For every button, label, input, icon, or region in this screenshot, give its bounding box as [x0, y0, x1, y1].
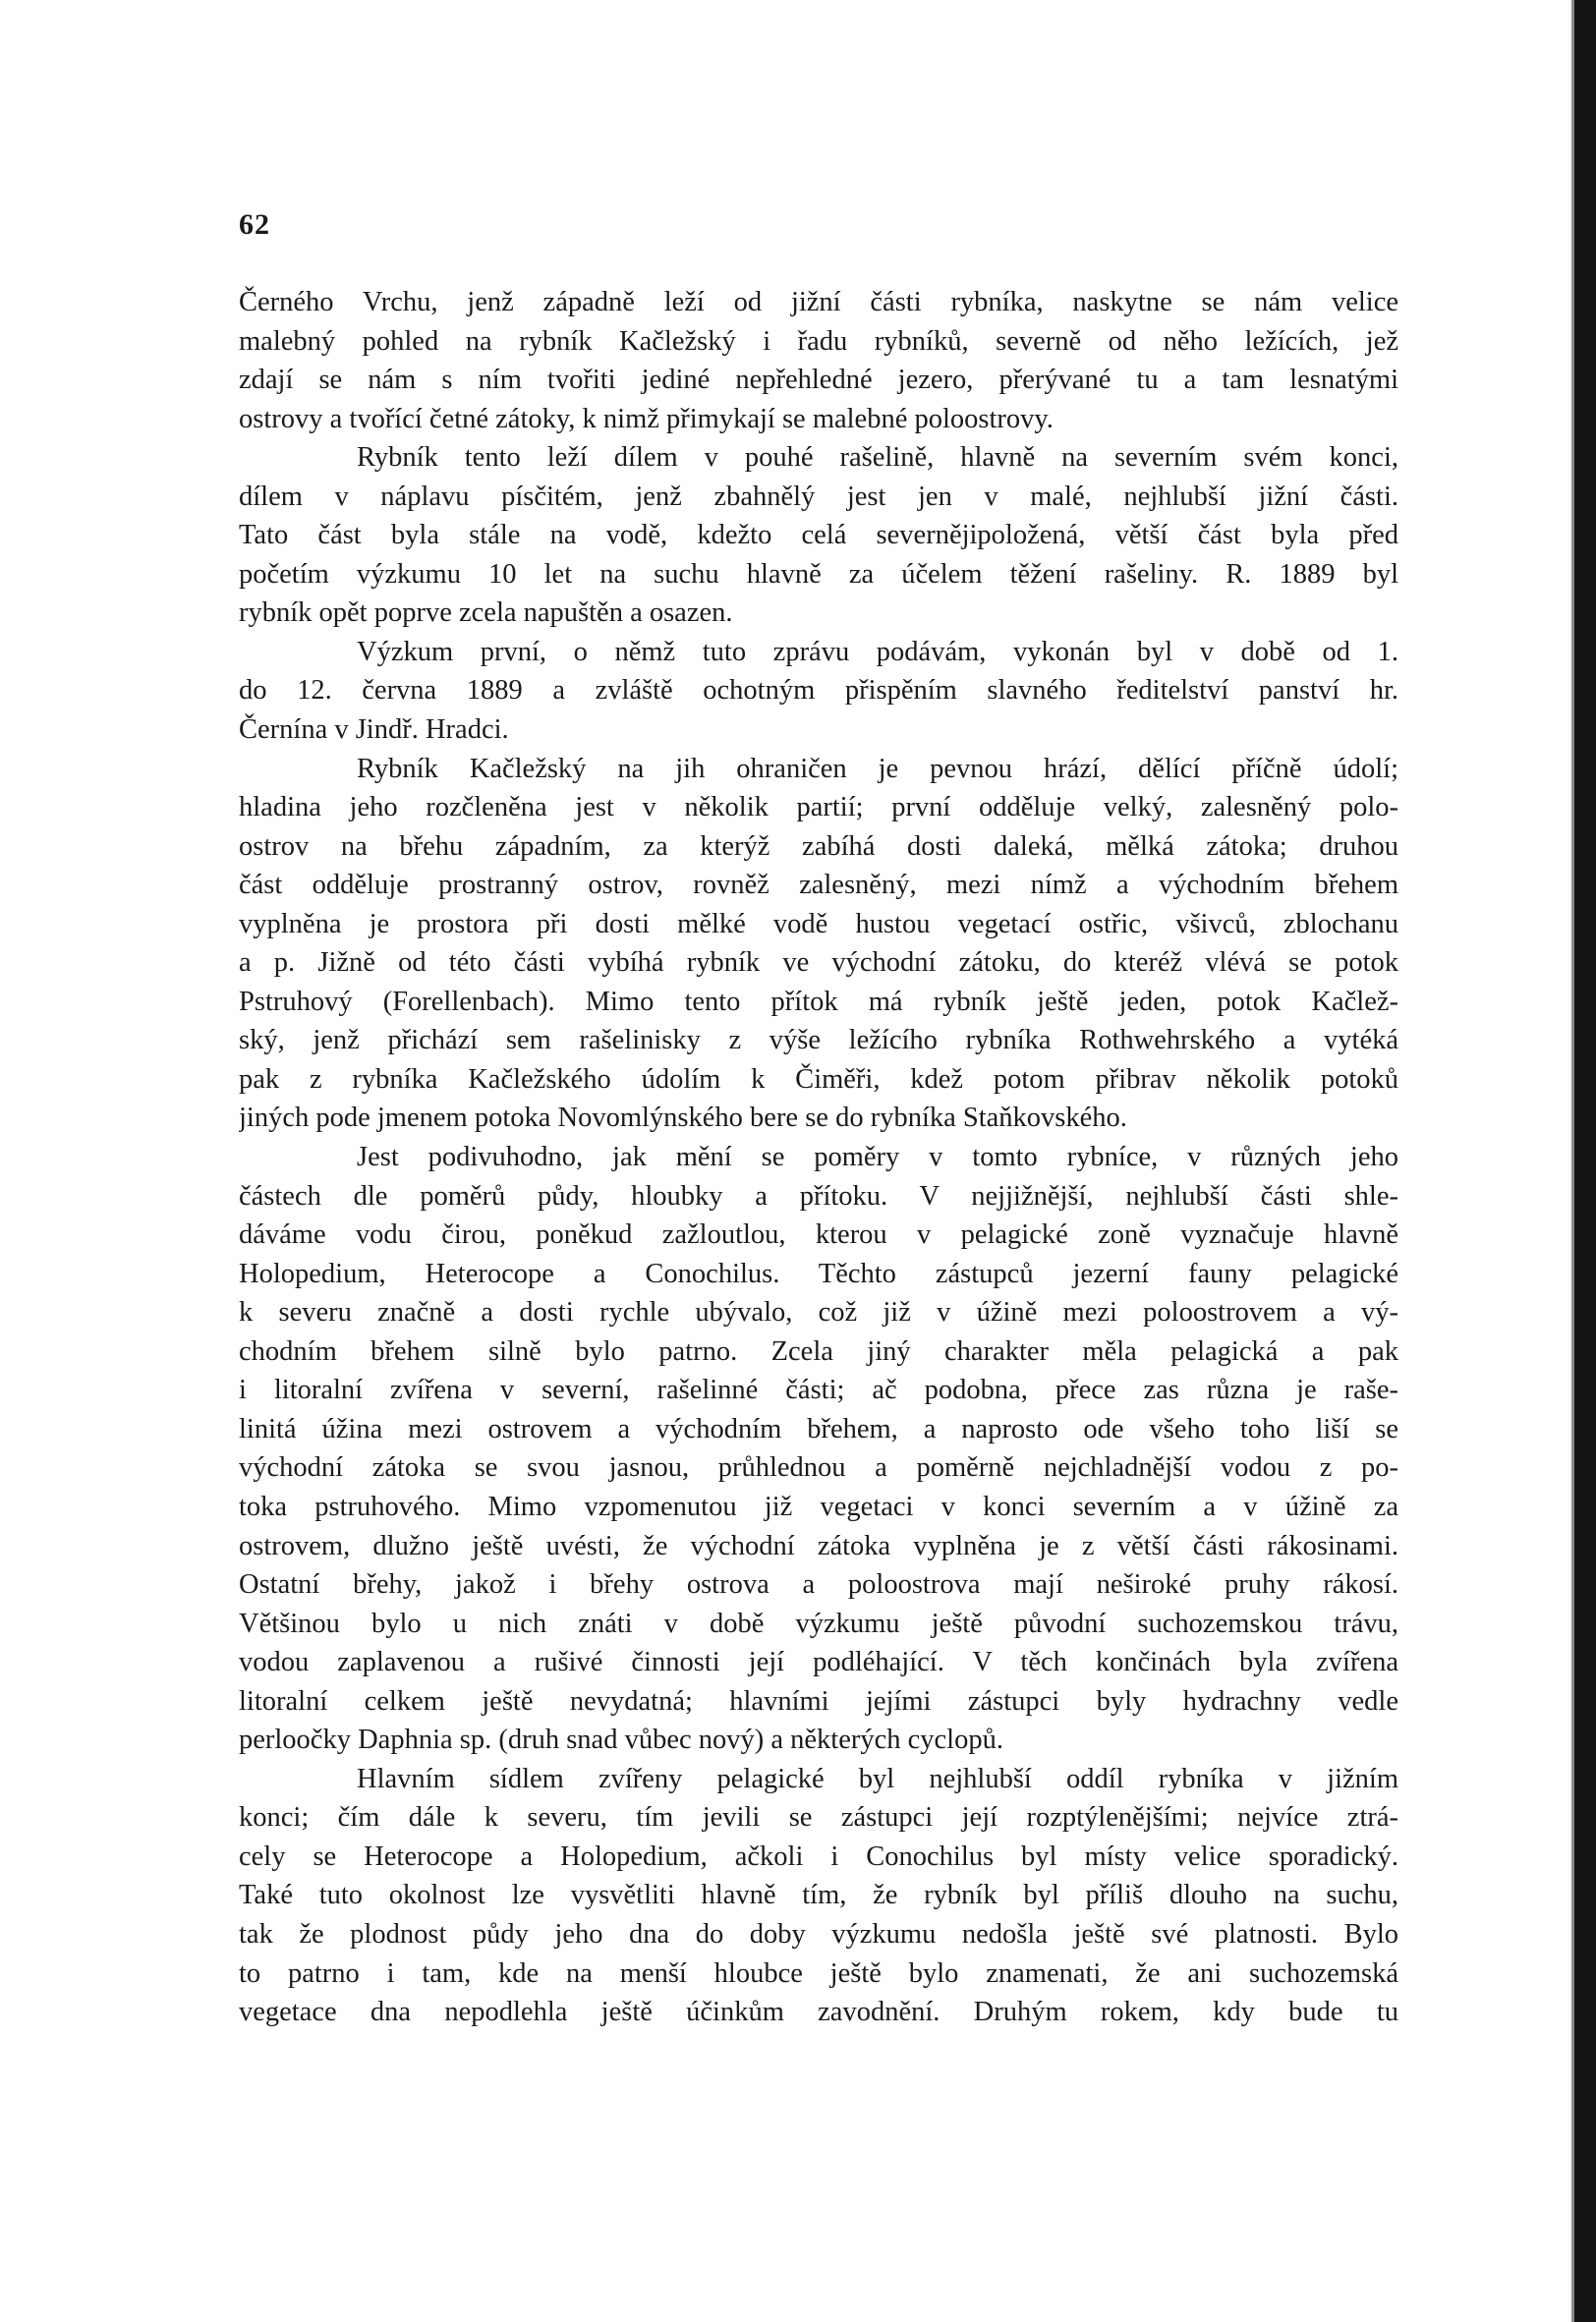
text-line: Rybník Kačležský na jih ohraničen je pevnou hrází, dělící příčně údolí;: [357, 753, 1398, 784]
scan-edge-border: [1574, 0, 1596, 2322]
text-line: Většinou bylo u nich znáti v době výzkumu ještě původní suchozemskou trávu,: [239, 1608, 1398, 1639]
text-line: to patrno i tam, kde na menší hloubce ještě bylo znamenati, že ani suchozemská: [239, 1957, 1398, 1989]
text-line: Tato část byla stále na vodě, kdežto celá severnějipoložená, větší část byla před: [239, 520, 1398, 551]
text-line: ský, jenž přichází sem rašeliniskу z výše ležícího rybníka Rothwehrského a vytéká: [239, 1025, 1398, 1056]
text-line: částech dle poměrů půdy, hloubky a přítoku. V nejjižnější, nejhlubší části shle-: [239, 1180, 1398, 1212]
text-line: litoralní celkem ještě nevydatná; hlavními jejími zástupci byly hydrachny vedle: [239, 1685, 1398, 1717]
text-line: Také tuto okolnost lze vysvětliti hlavně tím, že rybník byl příliš dlouho na suchu,: [239, 1880, 1398, 1911]
text-line: východní zátoka se svou jasnou, průhlednou a poměrně nejchladnější vodou z po-: [239, 1452, 1398, 1484]
text-line: do 12. června 1889 a zvláště ochotným přispěním slavného ředitelství panství hr.: [239, 675, 1398, 707]
text-line: Hlavním sídlem zvířeny pelagické byl nejhlubší oddíl rybníka v jižním: [357, 1763, 1398, 1794]
text-line: hladina jeho rozčleněna jest v několik partií; první odděluje velký, zalesněný polo-: [239, 792, 1398, 823]
text-line: Pstruhový (Forellenbach). Mimo tento přítok má rybník ještě jeden, potok Kačlež-: [239, 986, 1398, 1017]
text-line: k severu značně a dosti rychle ubývalo, což již v úžině mezi poloostrovem a vý-: [239, 1297, 1398, 1329]
text-line: část odděluje prostranný ostrov, rovněž zalesněný, mezi nímž a východním břehem: [239, 870, 1398, 901]
body-text: [239, 283, 1398, 2032]
text-line: i litoralní zvířena v severní, rašelinné části; ač podobna, přece zas různa je raše-: [239, 1375, 1398, 1406]
text-line: vyplněna je prostora při dosti mělké vodě hustou vegetací ostřic, všivců, zblochanu: [239, 908, 1398, 939]
text-line: Černína v Jindř. Hradci.: [239, 714, 509, 746]
text-line: ostrovem, dlužno ještě uvésti, že východní zátoka vyplněna je z větší části rákosinami.: [239, 1530, 1398, 1561]
text-line: rybník opět poprve zcela napuštěn a osazen.: [239, 597, 733, 629]
text-line: Černého Vrchu, jenž západně leží od jižní části rybníka, naskytne se nám velice: [239, 287, 1398, 317]
text-line: toka pstruhového. Mimo vzpomenutou již vegetaci v konci severním a v úžině za: [239, 1491, 1398, 1522]
text-line: malebný pohled na rybník Kačležský i řadu rybníků, severně od něho ležících, jež: [239, 325, 1398, 357]
text-line: ostrovy a tvořící četné zátoky, k nimž přimykají se malebné poloostrovy.: [239, 403, 1054, 434]
text-line: dílem v náplavu písčitém, jenž zbahnělý jest jen v malé, nejhlubší jižní části.: [239, 481, 1398, 512]
text-line: tak že plodnost půdy jeho dna do doby výzkumu nedošla ještě své platnosti. Bylo: [239, 1918, 1398, 1950]
text-line: a p. Jižně od této části vybíhá rybník ve východní zátoku, do kteréž vlévá se potok: [239, 947, 1398, 979]
text-line: pak z rybníka Kačležského údolím k Čiměři, kdež potom přibrav několik potoků: [239, 1063, 1398, 1095]
text-line: ostrov na břehu západním, za kterýž zabíhá dosti daleká, mělká zátoka; druhou: [239, 830, 1398, 862]
text-line: vodou zaplavenou a rušivé činnosti její podléhající. V těch končinách byla zvířena: [239, 1647, 1398, 1678]
text-line: Výzkum první, o němž tuto zprávu podávám, vykonán byl v době od 1.: [357, 636, 1398, 667]
text-line: Holopedium, Heterocope a Conochilus. Těchto zástupců jezerní fauny pelagické: [239, 1258, 1398, 1289]
text-line: linitá úžina mezi ostrovem a východním břehem, a naprosto ode všeho toho liší se: [239, 1413, 1398, 1444]
text-line: cely se Heterocope a Holopedium, ačkoli i Conochilus byl místy velice sporadický.: [239, 1841, 1398, 1872]
text-line: jiných pode jmenem potoka Novomlýnského bere se do rybníka Staňkovského.: [239, 1103, 1127, 1134]
text-line: vegetace dna nepodlehla ještě účinkům zavodnění. Druhým rokem, kdy bude tu: [239, 1997, 1398, 2028]
text-line: Ostatní břehy, jakož i břehy ostrova a poloostrova mají neširoké pruhy rákosí.: [239, 1569, 1398, 1601]
text-line: dáváme vodu čirou, poněkud zažloutlou, kterou v pelagické zoně vyznačuje hlavně: [239, 1219, 1398, 1251]
text-line: početím výzkumu 10 let na suchu hlavně za účelem těžení rašeliny. R. 1889 byl: [239, 558, 1398, 590]
text-line: zdají se nám s ním tvořiti jediné nepřehledné jezero, přerývané tu a tam lesnatými: [239, 365, 1398, 396]
text-line: Jest podivuhodno, jak mění se poměry v tomto rybníce, v různých jeho: [357, 1142, 1398, 1173]
text-line: konci; čím dále k severu, tím jevili se zástupci její rozptýlenějšími; nejvíce ztrá-: [239, 1802, 1398, 1834]
text-line: chodním břehem silně bylo patrno. Zcela jiný charakter měla pelagická a pak: [239, 1335, 1398, 1367]
text-line: Rybník tento leží dílem v pouhé rašelině, hlavně na severním svém konci,: [357, 442, 1398, 474]
page-number: 62: [239, 208, 270, 241]
text-line: perloočky Daphnia sp. (druh snad vůbec nový) a některých cyclopů.: [239, 1725, 1003, 1756]
